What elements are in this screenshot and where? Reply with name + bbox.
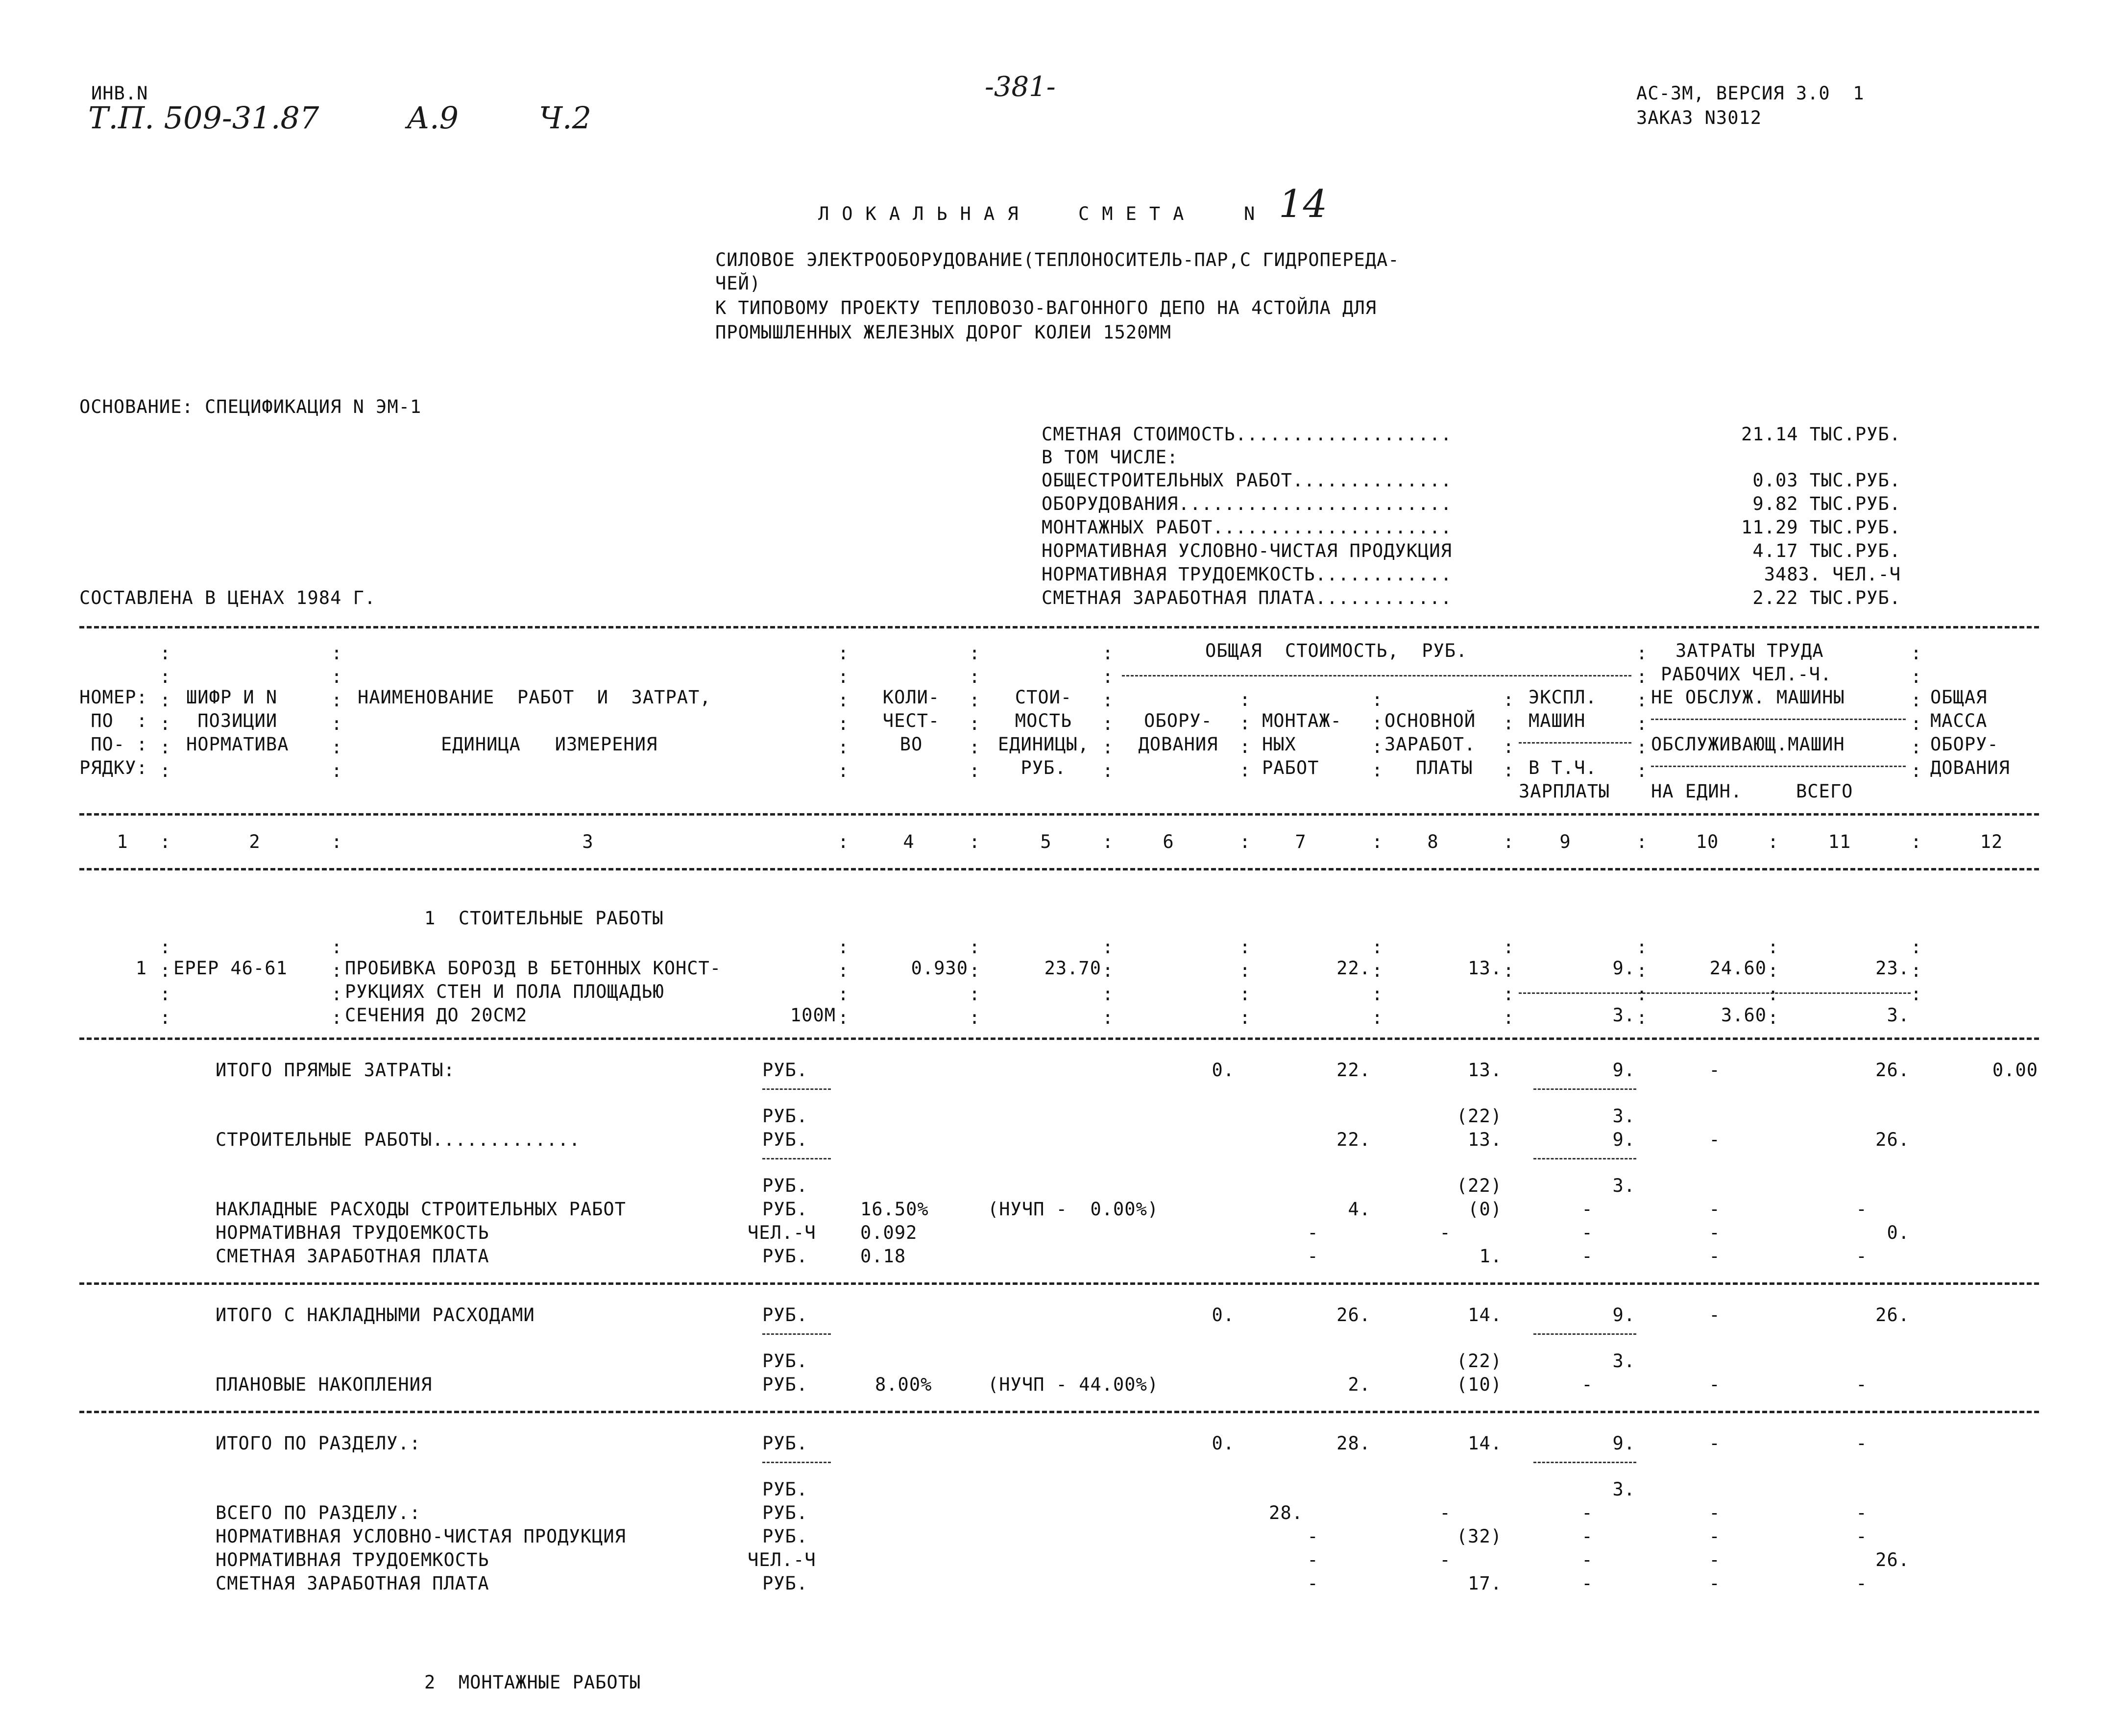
row-labor-total: 23. (1875, 958, 1910, 979)
section-title: 1 СТОИТЕЛЬНЫЕ РАБОТЫ (424, 908, 664, 929)
col-separator: : (1636, 831, 1648, 852)
col-separator: : (1768, 831, 1779, 852)
base-pay-value: 14. (1468, 1433, 1502, 1454)
unit-label: РУБ. (762, 1573, 808, 1594)
column-number: 10 (1696, 831, 1719, 852)
row-labor-total: 3. (1887, 1005, 1910, 1026)
base-pay-value: (22) (1456, 1350, 1502, 1372)
col-mass-header: ОБЩАЯ (1930, 687, 1988, 708)
total-label: ИТОГО ПО РАЗДЕЛУ.: (216, 1433, 421, 1454)
col-unit-header: ЕДИНИЦА ИЗМЕРЕНИЯ (441, 734, 658, 755)
col-mounting-header: РАБОТ (1262, 757, 1319, 778)
column-number: 6 (1163, 831, 1174, 852)
column-number: 3 (582, 831, 594, 852)
col-number-header: ПО : (79, 710, 148, 731)
row-name: ПРОБИВКА БОРОЗД В БЕТОННЫХ КОНСТ- (345, 958, 722, 979)
unit-label: РУБ. (762, 1129, 808, 1150)
total-cost-rule (1122, 675, 1631, 676)
column-number: 12 (1980, 831, 2003, 852)
header-mid-rule (79, 813, 2039, 816)
labor-value: - (1709, 1199, 1721, 1220)
col-separator: : (969, 831, 981, 852)
labor-rule (1651, 719, 1906, 720)
total-label: ИТОГО ПРЯМЫЕ ЗАТРАТЫ: (216, 1060, 455, 1081)
labor-value: - (1709, 1129, 1721, 1150)
col-separator: : (1911, 831, 1922, 852)
col-equipment-header: ДОВАНИЯ (1138, 734, 1218, 755)
col-number-header: ПО- : (79, 734, 148, 755)
row-machines-pay: 3. (1612, 1005, 1635, 1026)
labor-total-value: 26. (1875, 1060, 1910, 1081)
col-separator: : : : : (1239, 689, 1251, 781)
summary-label: В ТОМ ЧИСЛЕ: (1042, 447, 1179, 468)
labor-total-value: 26. (1875, 1549, 1910, 1570)
machines-value: 9. (1612, 1304, 1635, 1326)
mounting-value: - (1307, 1526, 1319, 1547)
mass-value: 0.00 (1992, 1060, 2038, 1081)
summary-value: 9.82 ТЫС.РУБ. (1752, 493, 1901, 514)
col-separator: : : : : : : (1102, 643, 1114, 781)
row-sub-rule (1519, 992, 1911, 994)
total-label: ИТОГО С НАКЛАДНЫМИ РАСХОДАМИ (216, 1304, 535, 1326)
base-pay-value: 13. (1468, 1129, 1502, 1150)
unit-label: РУБ. (762, 1479, 808, 1500)
column-number: 11 (1828, 831, 1851, 852)
col-separator: : : : : (1372, 937, 1384, 1028)
machines-value: - (1581, 1526, 1593, 1547)
total-label: СТРОИТЕЛЬНЫЕ РАБОТЫ............. (216, 1129, 581, 1150)
machines-value: - (1581, 1573, 1593, 1594)
sub-rule (1533, 1088, 1636, 1090)
col-code-header: ШИФР И N (186, 687, 278, 708)
summary-value: 4.17 ТЫС.РУБ. (1752, 540, 1901, 561)
unit-label: РУБ. (762, 1175, 808, 1196)
column-number: 7 (1295, 831, 1307, 852)
unit-label: РУБ. (762, 1526, 808, 1547)
col-separator: : : : : (1503, 689, 1515, 781)
row-rule (79, 1037, 2039, 1040)
col-separator: : : : : : : (838, 643, 850, 781)
col-qty-header: КОЛИ- (882, 687, 940, 708)
col-qty-header: ВО (899, 734, 923, 755)
nuchp-value: (НУЧП - 0.00%) (988, 1199, 1159, 1220)
base-pay-value: - (1439, 1222, 1451, 1243)
col-machines-header: МАШИН (1529, 710, 1586, 731)
unit-label: РУБ. (762, 1304, 808, 1326)
base-pay-value: (32) (1456, 1526, 1502, 1547)
total-label: ВСЕГО ПО РАЗДЕЛУ.: (216, 1502, 421, 1523)
column-number: 5 (1040, 831, 1052, 852)
labor-header: ЗАТРАТЫ ТРУДА (1675, 640, 1824, 661)
unit-label: РУБ. (762, 1060, 808, 1081)
machines-value: - (1581, 1502, 1593, 1523)
col-separator: : : : : (1636, 937, 1648, 1028)
labor-value: - (1709, 1246, 1721, 1267)
labor-value: - (1709, 1549, 1721, 1570)
labor-value: - (1709, 1526, 1721, 1547)
summary-label: МОНТАЖНЫХ РАБОТ..................... (1042, 517, 1452, 538)
equipment-value: 0. (1212, 1060, 1235, 1081)
total-label: СМЕТНАЯ ЗАРАБОТНАЯ ПЛАТА (216, 1246, 489, 1267)
labor-total-value: - (1856, 1374, 1868, 1395)
col-separator: : (331, 831, 343, 852)
col-separator: : : : : (1239, 937, 1251, 1028)
mounting-value: 2. (1348, 1374, 1371, 1395)
summary-value: 11.29 ТЫС.РУБ. (1741, 517, 1901, 538)
col-mass-header: ДОВАНИЯ (1930, 757, 2010, 778)
total-cost-header: ОБЩАЯ СТОИМОСТЬ, РУБ. (1205, 640, 1468, 661)
equipment-value: 28. (1269, 1502, 1303, 1523)
equipment-value: 0. (1212, 1304, 1235, 1326)
col-separator: : : : : (160, 937, 171, 1028)
unit-label: РУБ. (762, 1433, 808, 1454)
col-separator: : (160, 831, 171, 852)
labor-value: - (1709, 1502, 1721, 1523)
page-number: -381- (985, 71, 1056, 103)
machines-value: - (1581, 1246, 1593, 1267)
header-top-rule (79, 626, 2039, 628)
total-label: НОРМАТИВНАЯ ТРУДОЕМКОСТЬ (216, 1222, 489, 1243)
summary-label: СМЕТНАЯ ЗАРАБОТНАЯ ПЛАТА............ (1042, 587, 1452, 608)
title-desc-line4: ПРОМЫШЛЕННЫХ ЖЕЛЕЗНЫХ ДОРОГ КОЛЕИ 1520ММ (715, 322, 1172, 343)
unit-label: РУБ. (762, 1502, 808, 1523)
unit-label: РУБ. (762, 1106, 808, 1127)
col-number-header: НОМЕР: (79, 687, 148, 708)
base-pay-value: 17. (1468, 1573, 1502, 1594)
estimate-title: ЛОКАЛЬНАЯ СМЕТА N (818, 203, 1268, 224)
summary-value: 21.14 ТЫС.РУБ. (1741, 424, 1901, 445)
col-separator: : : : (1911, 937, 1922, 1005)
col-equipment-header: ОБОРУ- (1144, 710, 1213, 731)
mounting-value: - (1307, 1222, 1319, 1243)
row-code: ЕРЕР 46-61 (173, 958, 288, 979)
summary-label: НОРМАТИВНАЯ ТРУДОЕМКОСТЬ............ (1042, 564, 1452, 585)
summary-label: НОРМАТИВНАЯ УСЛОВНО-ЧИСТАЯ ПРОДУКЦИЯ (1042, 540, 1452, 561)
labor-total-value: - (1856, 1433, 1868, 1454)
row-labor-unit: 3.60 (1721, 1005, 1767, 1026)
col-number-header: РЯДКУ: (79, 757, 148, 778)
total-label: СМЕТНАЯ ЗАРАБОТНАЯ ПЛАТА (216, 1573, 489, 1594)
row-machines: 9. (1612, 958, 1635, 979)
mounting-value: 22. (1336, 1060, 1371, 1081)
col-mounting-header: МОНТАЖ- (1262, 710, 1342, 731)
mounting-value: 4. (1348, 1199, 1371, 1220)
base-pay-value: - (1439, 1549, 1451, 1570)
sub-rule (1533, 1462, 1636, 1463)
col-mass-header: ОБОРУ- (1930, 734, 1999, 755)
mounting-value: - (1307, 1246, 1319, 1267)
percent-value: 16.50% (860, 1199, 929, 1220)
machines-pay-value: 3. (1612, 1350, 1635, 1372)
base-pay-value: (0) (1468, 1199, 1502, 1220)
unit-label: РУБ. (762, 1374, 808, 1395)
col-unit-cost-header: РУБ. (1020, 757, 1067, 778)
labor-value: - (1709, 1573, 1721, 1594)
summary-value: 3483. ЧЕЛ.-Ч (1764, 564, 1901, 585)
col-separator: : : : : (1503, 937, 1515, 1028)
col-separator: : (1372, 831, 1384, 852)
title-desc-line2: ЧЕЙ) (715, 273, 761, 294)
column-number: 8 (1427, 831, 1439, 852)
col-separator: : : : : (1768, 937, 1779, 1028)
base-pay-value: (22) (1456, 1175, 1502, 1196)
column-number: 9 (1559, 831, 1571, 852)
labor-total-value: - (1856, 1502, 1868, 1523)
unit-label: ЧЕЛ.-Ч (748, 1222, 816, 1243)
mounting-value: 28. (1336, 1433, 1371, 1454)
row-mounting: 22. (1336, 958, 1371, 979)
labor-total-value: 0. (1887, 1222, 1910, 1243)
sub-rule (1533, 1158, 1636, 1159)
col-unit-cost-header: ЕДИНИЦЫ, (997, 734, 1090, 755)
summary-value: 0.03 ТЫС.РУБ. (1752, 470, 1901, 491)
labor-sub-header: НЕ ОБСЛУЖ. МАШИНЫ (1651, 687, 1845, 708)
machines-value: - (1581, 1549, 1593, 1570)
col-base-pay-header: ОСНОВНОЙ (1384, 710, 1476, 731)
part-handwritten: Ч.2 (539, 100, 592, 136)
col-separator: : (1239, 831, 1251, 852)
col-mounting-header: НЫХ (1262, 734, 1296, 755)
labor-total-value: - (1856, 1573, 1868, 1594)
section-title: 2 МОНТАЖНЫЕ РАБОТЫ (424, 1672, 641, 1693)
row-name: РУКЦИЯХ СТЕН И ПОЛА ПЛОЩАДЬЮ (345, 981, 664, 1002)
header-bottom-rule (79, 868, 2039, 870)
labor-total-value: 26. (1875, 1129, 1910, 1150)
col-base-pay-header: ПЛАТЫ (1416, 757, 1473, 778)
base-pay-value: 14. (1468, 1304, 1502, 1326)
sub-rule (762, 1462, 831, 1463)
labor-value: - (1709, 1304, 1721, 1326)
column-number: 1 (117, 831, 128, 852)
col-unit-cost-header: МОСТЬ (1015, 710, 1072, 731)
unit-label: ЧЕЛ.-Ч (748, 1549, 816, 1570)
col-separator: : (838, 831, 850, 852)
machines-pay-value: 3. (1612, 1175, 1635, 1196)
labor-total-value: 26. (1875, 1304, 1910, 1326)
labor-total-value: - (1856, 1526, 1868, 1547)
col-code-header: ПОЗИЦИИ (186, 710, 278, 731)
labor-sub-header: ВСЕГО (1796, 781, 1853, 802)
row-base-pay: 13. (1468, 958, 1502, 979)
labor-value: - (1709, 1060, 1721, 1081)
col-separator: : (1102, 831, 1114, 852)
col-separator: : : : : : : (1911, 643, 1922, 781)
album-handwritten: А.9 (407, 100, 459, 136)
machines-rule (1519, 742, 1631, 744)
total-label: НОРМАТИВНАЯ ТРУДОЕМКОСТЬ (216, 1549, 489, 1570)
col-separator: : : : : : : (160, 643, 171, 781)
col-name-header: НАИМЕНОВАНИЕ РАБОТ И ЗАТРАТ, (358, 687, 711, 708)
row-labor-unit: 24.60 (1709, 958, 1767, 979)
unit-label: РУБ. (762, 1199, 808, 1220)
mounting-value: 26. (1336, 1304, 1371, 1326)
machines-value: - (1581, 1199, 1593, 1220)
col-qty-header: ЧЕСТ- (882, 710, 940, 731)
col-separator: : (1503, 831, 1515, 852)
col-machines-header: В Т.Ч. (1529, 757, 1597, 778)
col-base-pay-header: ЗАРАБОТ. (1384, 734, 1476, 755)
total-label: НОРМАТИВНАЯ УСЛОВНО-ЧИСТАЯ ПРОДУКЦИЯ (216, 1526, 626, 1547)
col-separator: : : : : : : (1636, 643, 1648, 781)
row-rule (79, 1282, 2039, 1285)
col-unit-cost-header: СТОИ- (1015, 687, 1072, 708)
base-pay-value: 13. (1468, 1060, 1502, 1081)
col-separator: : : : : (969, 937, 981, 1028)
summary-label: СМЕТНАЯ СТОИМОСТЬ................... (1042, 424, 1452, 445)
row-quantity: 0.930 (911, 958, 968, 979)
col-separator: : : : : (838, 937, 850, 1028)
inventory-label: ИНВ.N (91, 83, 148, 104)
machines-value: 9. (1612, 1060, 1635, 1081)
labor-sub-header: НА ЕДИН. (1651, 781, 1743, 802)
summary-value: 2.22 ТЫС.РУБ. (1752, 587, 1901, 608)
order-number: ЗАКАЗ N3012 (1636, 107, 1762, 128)
mounting-value: - (1307, 1549, 1319, 1570)
labor-total-value: - (1856, 1246, 1868, 1267)
column-number: 4 (903, 831, 915, 852)
unit-label: РУБ. (762, 1350, 808, 1372)
base-pay-value: - (1439, 1502, 1451, 1523)
total-label: НАКЛАДНЫЕ РАСХОДЫ СТРОИТЕЛЬНЫХ РАБОТ (216, 1199, 626, 1220)
wage-value: 0.18 (860, 1246, 906, 1267)
base-pay-value: 1. (1479, 1246, 1502, 1267)
col-separator: : : : : (1102, 937, 1114, 1028)
machines-value: - (1581, 1374, 1593, 1395)
labor-sub-header: ОБСЛУЖИВАЮЩ.МАШИН (1651, 734, 1845, 755)
labor-rule (1651, 766, 1906, 767)
title-desc-line3: К ТИПОВОМУ ПРОЕКТУ ТЕПЛОВОЗО-ВАГОННОГО ДЕПО НА 4СТОЙЛА ДЛЯ (715, 297, 1377, 318)
row-rule (79, 1411, 2039, 1413)
labor-intensity-value: 0.092 (860, 1222, 918, 1243)
labor-total-value: - (1856, 1199, 1868, 1220)
percent-value: 8.00% (875, 1374, 932, 1395)
labor-value: - (1709, 1222, 1721, 1243)
estimate-number-handwritten: 14 (1279, 182, 1328, 226)
summary-label: ОБОРУДОВАНИЯ........................ (1042, 493, 1452, 514)
mounting-value: - (1307, 1573, 1319, 1594)
labor-value: - (1709, 1374, 1721, 1395)
sub-rule (762, 1088, 831, 1090)
base-pay-value: (10) (1456, 1374, 1502, 1395)
col-machines-header: ЗАРПЛАТЫ (1519, 781, 1610, 802)
col-separator: : : : : (1372, 689, 1384, 781)
compiled-prices: СОСТАВЛЕНА В ЦЕНАХ 1984 Г. (79, 587, 376, 608)
mounting-value: 22. (1336, 1129, 1371, 1150)
col-separator: : : : : : : (331, 643, 343, 781)
sub-rule (762, 1158, 831, 1159)
sub-rule (1533, 1333, 1636, 1335)
col-code-header: НОРМАТИВА (186, 734, 289, 755)
basis: ОСНОВАНИЕ: СПЕЦИФИКАЦИЯ N ЭМ-1 (79, 396, 422, 417)
column-number: 2 (249, 831, 261, 852)
machines-pay-value: 3. (1612, 1106, 1635, 1127)
title-desc-line1: СИЛОВОЕ ЭЛЕКТРООБОРУДОВАНИЕ(ТЕПЛОНОСИТЕЛЬ-ПАР,С ГИДРОПЕРЕДА- (715, 249, 1400, 270)
sub-rule (762, 1333, 831, 1335)
tp-number-handwritten: Т.П. 509-31.87 (88, 100, 319, 136)
row-unit-cost: 23.70 (1044, 958, 1101, 979)
labor-value: - (1709, 1433, 1721, 1454)
labor-header: РАБОЧИХ ЧЕЛ.-Ч. (1661, 664, 1832, 685)
base-pay-value: (22) (1456, 1106, 1502, 1127)
machines-pay-value: 3. (1612, 1479, 1635, 1500)
total-label: ПЛАНОВЫЕ НАКОПЛЕНИЯ (216, 1374, 433, 1395)
machines-value: 9. (1612, 1433, 1635, 1454)
equipment-value: 0. (1212, 1433, 1235, 1454)
machines-value: - (1581, 1222, 1593, 1243)
unit-label: РУБ. (762, 1246, 808, 1267)
program-version: АС-3М, ВЕРСИЯ 3.0 1 (1636, 83, 1865, 104)
summary-label: ОБЩЕСТРОИТЕЛЬНЫХ РАБОТ.............. (1042, 470, 1452, 491)
row-unit: 100М (790, 1005, 836, 1026)
row-name: СЕЧЕНИЯ ДО 20СМ2 (345, 1005, 528, 1026)
machines-value: 9. (1612, 1129, 1635, 1150)
col-separator: : : : : : : (969, 643, 981, 781)
col-mass-header: МАССА (1930, 710, 1988, 731)
col-separator: : : : : (331, 937, 343, 1028)
col-machines-header: ЭКСПЛ. (1529, 687, 1597, 708)
nuchp-value: (НУЧП - 44.00%) (988, 1374, 1159, 1395)
row-number: 1 (135, 958, 147, 979)
